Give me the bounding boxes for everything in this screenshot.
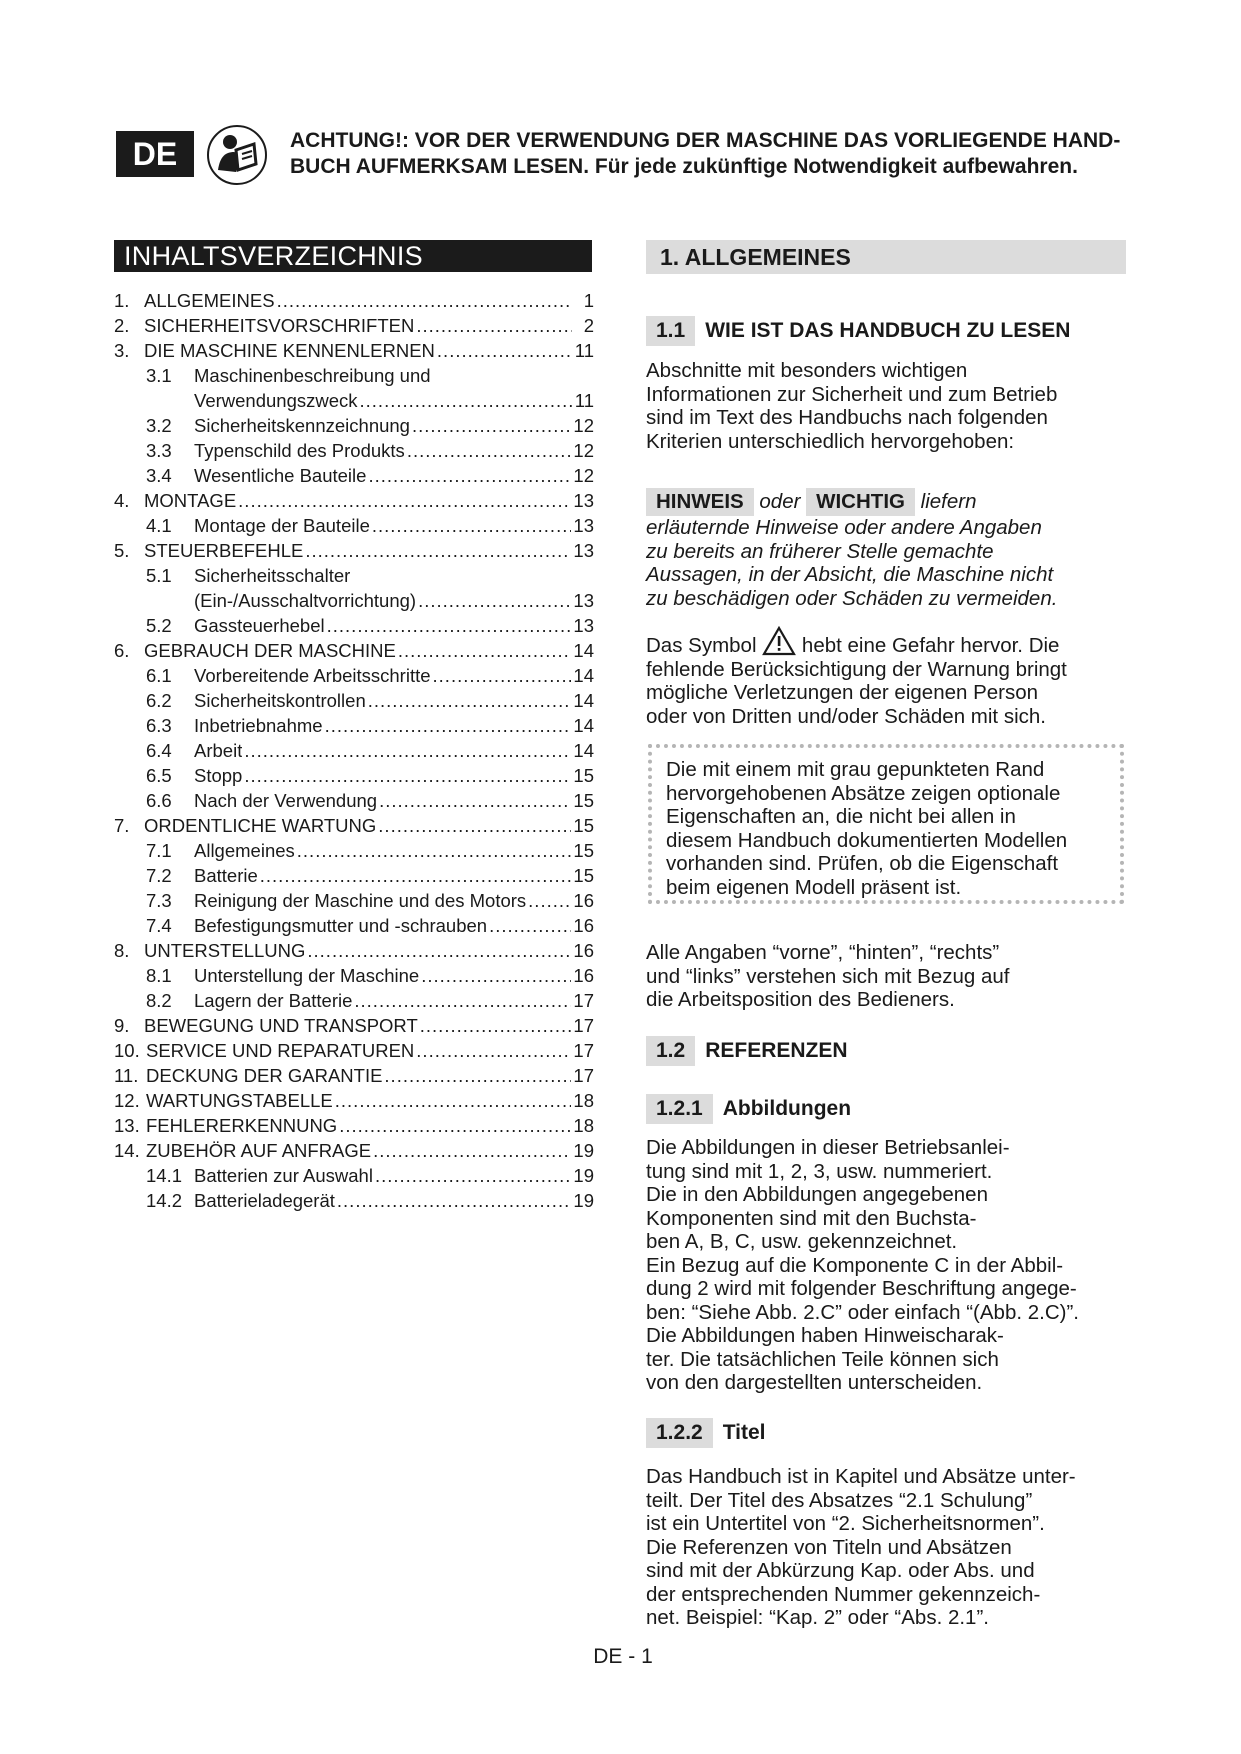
toc-entry-page: 15 [573, 865, 594, 886]
toc-dot-leader [416, 1038, 571, 1063]
toc-entry-page: 1 [583, 290, 594, 311]
toc-entry [114, 763, 594, 788]
toc-entry-title: Wesentliche Bauteile [194, 465, 367, 486]
paragraph-intro: Abschnitte mit besonders wichtigen Informationen zur Sicherheit und zum Betrieb sind im Text des Handbuchs nach folgenden Kriterien unterschiedlich hervorgehoben: [646, 359, 1058, 453]
toc-entry-number: 2. [114, 315, 130, 336]
toc-dot-leader [384, 1063, 571, 1088]
toc-entry [114, 813, 594, 838]
toc-entry-page: 16 [573, 915, 594, 936]
paragraph-notes: HINWEIS oder WICHTIG liefern erläuternde Hinweise oder andere Angaben zu bereits an früherer Stelle gemachte Aussagen, in der Absicht, die Maschine nicht zu beschädigen oder Schäden zu vermeiden. [646, 490, 1058, 610]
toc-entry-title: Unterstellung der Maschine [194, 965, 420, 986]
toc-dot-leader [277, 288, 572, 313]
toc-entry [114, 1188, 594, 1213]
subsection-number: 1.2 [646, 1036, 695, 1066]
warning-triangle-icon [762, 626, 796, 656]
toc-entry-page: 14 [573, 715, 594, 736]
toc-dot-leader [368, 688, 572, 713]
subsection-1-2-1-heading [646, 1094, 851, 1124]
toc-entry [114, 1113, 594, 1138]
toc-entry-page: 12 [573, 465, 594, 486]
toc-entry-title: WARTUNGSTABELLE [146, 1090, 333, 1111]
subsection-number: 1.2.2 [646, 1418, 713, 1448]
toc-entry-title: Reinigung der Maschine und des Motors [194, 890, 527, 911]
toc-entry-number: 7.1 [146, 840, 172, 861]
toc-entry-page: 15 [573, 840, 594, 861]
toc-entry-title: DIE MASCHINE KENNENLERNEN [144, 340, 435, 361]
paragraph-directions: Alle Angaben “vorne”, “hinten”, “rechts” und “links” verstehen sich mit Bezug auf die Arbeitsposition des Bedieners. [646, 941, 1010, 1011]
page-number: DE - 1 [593, 1645, 653, 1668]
toc-entry-title: STEUERBEFEHLE [144, 540, 304, 561]
toc-entry [114, 588, 594, 613]
toc-entry-title: Nach der Verwendung [194, 790, 378, 811]
toc-entry-page: 19 [573, 1140, 594, 1161]
toc-entry-number: 11. [114, 1065, 139, 1086]
toc-entry [114, 488, 594, 513]
toc-dot-leader [307, 938, 571, 963]
warning-text: ACHTUNG!: VOR DER VERWENDUNG DER MASCHINE DAS VORLIEGENDE HAND- BUCH AUFMERKSAM LESEN. Für jede zukünftige Notwendigkeit aufbewahren. [290, 129, 1121, 178]
toc-entry-title: Batterie [194, 865, 258, 886]
toc-title: INHALTSVERZEICHNIS [114, 240, 592, 272]
toc-entry [114, 413, 594, 438]
toc-entry-number: 7.4 [146, 915, 172, 936]
toc-entry-page: 17 [573, 1065, 594, 1086]
subsection-number: 1.2.1 [646, 1094, 713, 1124]
toc-dot-leader [305, 538, 571, 563]
subsection-1-1-heading [646, 316, 1070, 346]
toc-entry [114, 713, 594, 738]
toc-dot-leader [412, 413, 571, 438]
toc-dot-leader [297, 838, 572, 863]
toc-entry-title: Batterien zur Auswahl [194, 1165, 373, 1186]
toc-entry-title: Lagern der Batterie [194, 990, 353, 1011]
toc-entry-number: 14.2 [146, 1190, 183, 1211]
toc-entry-page: 16 [573, 890, 594, 911]
subsection-number: 1.1 [646, 316, 695, 346]
language-badge: DE [116, 131, 194, 177]
toc-entry-title: Sicherheitskennzeichnung [194, 415, 410, 436]
toc-entry-number: 6.2 [146, 690, 172, 711]
hinweis-tag: HINWEIS [646, 488, 754, 516]
toc-entry-page: 13 [573, 615, 594, 636]
toc-entry-number: 4.1 [146, 515, 172, 536]
toc-entry [114, 288, 594, 313]
toc-entry [114, 563, 594, 588]
toc-entry-page: 18 [573, 1090, 594, 1111]
toc-entry-title: Batterieladegerät [194, 1190, 335, 1211]
toc-entry-number: 1. [114, 290, 130, 311]
toc-entry-title: ZUBEHÖR AUF ANFRAGE [146, 1140, 372, 1161]
subsection-title: REFERENZEN [705, 1039, 848, 1062]
toc-dot-leader [378, 813, 571, 838]
toc-dot-leader [327, 613, 572, 638]
toc-entry-page: 14 [573, 690, 594, 711]
toc-entry-number: 6.4 [146, 740, 172, 761]
toc-entry-page: 11 [574, 390, 594, 411]
toc-dot-leader [420, 1013, 572, 1038]
section-title: 1. ALLGEMEINES [646, 240, 1126, 274]
toc-entry-number: 9. [114, 1015, 130, 1036]
toc-entry-title: BEWEGUNG UND TRANSPORT [144, 1015, 418, 1036]
toc-entry-title: Stopp [194, 765, 243, 786]
subsection-title: Abbildungen [722, 1097, 852, 1120]
toc-entry [114, 788, 594, 813]
toc-entry-title: Sicherheitskontrollen [194, 690, 366, 711]
toc-dot-leader [372, 513, 572, 538]
paragraph-titles: Das Handbuch ist in Kapitel und Absätze unter- teilt. Der Titel des Absatzes “2.1 Schulung” ist ein Untertitel von “2. Sicherheitsnormen”. Die Referenzen von Titeln und Absätzen sind mit der Abkürzung Kap. oder Abs. und der entsprechenden Nummer gekennzeich- net. Beispiel: “Kap. 2” oder “Abs. 2.1”. [646, 1465, 1076, 1629]
toc-entry-title: (Ein-/Ausschaltvorrichtung) [194, 590, 417, 611]
toc-dot-leader [360, 388, 572, 413]
toc-entry-title: Vorbereitende Arbeitsschritte [194, 665, 431, 686]
toc-entry [114, 863, 594, 888]
toc-entry [114, 738, 594, 763]
toc-entry [114, 438, 594, 463]
toc-entry-page: 17 [573, 1015, 594, 1036]
toc-entry-title: Sicherheitsschalter [194, 565, 351, 586]
toc-entry-page: 18 [573, 1115, 594, 1136]
toc-entry-number: 13. [114, 1115, 140, 1136]
toc-entry [114, 663, 594, 688]
toc-dot-leader [407, 438, 572, 463]
toc-entry [114, 838, 594, 863]
toc-entry-page: 15 [573, 815, 594, 836]
toc-entry-number: 12. [114, 1090, 140, 1111]
toc-entry-title: GEBRAUCH DER MASCHINE [144, 640, 396, 661]
toc-entry-page: 19 [573, 1165, 594, 1186]
toc-entry-page: 14 [573, 740, 594, 761]
toc-entry [114, 638, 594, 663]
toc-entry-number: 8.2 [146, 990, 172, 1011]
toc-dot-leader [368, 463, 571, 488]
toc-dot-leader [337, 1188, 572, 1213]
toc-entry-title: SERVICE UND REPARATUREN [146, 1040, 415, 1061]
toc-dot-leader [416, 313, 572, 338]
toc-entry-title: ORDENTLICHE WARTUNG [144, 815, 377, 836]
toc-entry [114, 363, 594, 388]
subsection-1-2-2-heading [646, 1418, 766, 1448]
toc-entry-page: 2 [583, 315, 594, 336]
toc-entry-number: 3.2 [146, 415, 172, 436]
toc-entry-page: 16 [573, 940, 594, 961]
toc-entry-page: 13 [573, 590, 594, 611]
toc-entry-title: Allgemeines [194, 840, 295, 861]
toc-dot-leader [335, 1088, 572, 1113]
toc-entry [114, 1013, 594, 1038]
toc-entry-number: 6.5 [146, 765, 172, 786]
toc-entry [114, 1063, 594, 1088]
subsection-1-2-heading [646, 1036, 848, 1066]
toc-entry-title: DECKUNG DER GARANTIE [146, 1065, 383, 1086]
toc-entry-page: 14 [573, 665, 594, 686]
toc-entry-number: 8.1 [146, 965, 172, 986]
toc-entry [114, 1163, 594, 1188]
toc-entry-page: 16 [573, 965, 594, 986]
toc-dot-leader [489, 913, 571, 938]
toc-entry [114, 938, 594, 963]
toc-entry-title: Maschinenbeschreibung und [194, 365, 431, 386]
toc-dot-leader [244, 738, 571, 763]
paragraph-figures: Die Abbildungen in dieser Betriebsanlei- tung sind mit 1, 2, 3, usw. nummeriert. Die in den Abbildungen angegebenen Komponenten sind mit den Buchsta- ben A, B, C, usw. gekennzeichnet. Ein Bezug auf die Komponente C in der Abbil- dung 2 wird mit folgender Beschriftung angege- ben: “Siehe Abb. 2.C” oder einfach “(Abb. 2.C)”. Die Abbildungen haben Hinweischarak- ter. Die tatsächlichen Teile können sich von den dargestellten unterscheiden. [646, 1136, 1080, 1394]
toc-entry-page: 13 [573, 515, 594, 536]
subsection-title: WIE IST DAS HANDBUCH ZU LESEN [705, 319, 1071, 342]
toc-dot-leader [325, 713, 572, 738]
toc-entry-title: Verwendungszweck [194, 390, 358, 411]
toc-dot-leader [244, 763, 571, 788]
toc-entry-page: 15 [573, 790, 594, 811]
toc-dot-leader [375, 1163, 571, 1188]
toc-entry-page: 13 [573, 540, 594, 561]
toc-entry-page: 14 [573, 640, 594, 661]
toc-entry-number: 8. [114, 940, 130, 961]
toc-entry [114, 888, 594, 913]
toc-entry-title: Arbeit [194, 740, 243, 761]
toc-entry [114, 613, 594, 638]
toc-dot-leader [238, 488, 571, 513]
toc-entry [114, 913, 594, 938]
toc-entry-page: 11 [574, 340, 594, 361]
toc-entry-number: 10. [114, 1040, 140, 1061]
toc-entry-title: Montage der Bauteile [194, 515, 370, 536]
table-of-contents [114, 288, 594, 1213]
toc-entry [114, 1088, 594, 1113]
toc-entry [114, 988, 594, 1013]
toc-entry-page: 12 [573, 440, 594, 461]
toc-entry-number: 7.3 [146, 890, 172, 911]
toc-entry [114, 338, 594, 363]
toc-dot-leader [421, 963, 571, 988]
toc-entry-number: 6.6 [146, 790, 172, 811]
toc-dot-leader [354, 988, 571, 1013]
toc-dot-leader [528, 888, 571, 913]
toc-dot-leader [418, 588, 571, 613]
toc-entry [114, 388, 594, 413]
toc-entry-page: 12 [573, 415, 594, 436]
toc-entry [114, 1038, 594, 1063]
toc-dot-leader [373, 1138, 571, 1163]
toc-entry-number: 5.1 [146, 565, 172, 586]
toc-entry-number: 14.1 [146, 1165, 183, 1186]
toc-entry-number: 6.3 [146, 715, 172, 736]
toc-entry-number: 3.1 [146, 365, 172, 386]
toc-entry-number: 5.2 [146, 615, 172, 636]
toc-entry-page: 15 [573, 765, 594, 786]
toc-dot-leader [433, 663, 572, 688]
toc-entry-title: UNTERSTELLUNG [144, 940, 306, 961]
toc-dot-leader [260, 863, 572, 888]
toc-entry [114, 513, 594, 538]
toc-entry-page: 17 [573, 1040, 594, 1061]
toc-entry-title: Inbetriebnahme [194, 715, 323, 736]
toc-entry-number: 7. [114, 815, 130, 836]
paragraph-symbol: Das Symbol hebt eine Gefahr hervor. Die fehlende Berücksichtigung der Warnung bringt mögliche Verletzungen der eigenen Person oder von Dritten und/oder Schäden mit sich. [646, 626, 1136, 728]
toc-entry [114, 1138, 594, 1163]
toc-entry-title: FEHLERERKENNUNG [146, 1115, 338, 1136]
toc-entry-page: 13 [573, 490, 594, 511]
toc-dot-leader [437, 338, 572, 363]
toc-entry-number: 6. [114, 640, 130, 661]
toc-entry-title: Typenschild des Produkts [194, 440, 405, 461]
toc-entry-page: 19 [573, 1190, 594, 1211]
toc-entry-number: 6.1 [146, 665, 172, 686]
toc-entry-title: SICHERHEITSVORSCHRIFTEN [144, 315, 415, 336]
toc-entry [114, 463, 594, 488]
subsection-title: Titel [722, 1421, 766, 1444]
optional-features-box: Die mit einem mit grau gepunkteten Rand hervorgehobenen Absätze zeigen optionale Eigenschaften an, die nicht bei allen in diesem Handbuch dokumentierten Modellen vorhanden sind. Prüfen, ob die Eigenschaft beim eigenen Modell präsent ist. [648, 744, 1124, 904]
toc-entry [114, 688, 594, 713]
toc-entry [114, 313, 594, 338]
toc-entry-title: ALLGEMEINES [144, 290, 275, 311]
toc-entry-number: 3. [114, 340, 130, 361]
reader-manual-icon [206, 124, 268, 186]
toc-entry [114, 538, 594, 563]
toc-entry-number: 3.3 [146, 440, 172, 461]
toc-entry-number: 5. [114, 540, 130, 561]
wichtig-tag: WICHTIG [806, 488, 915, 516]
toc-entry [114, 963, 594, 988]
toc-dot-leader [379, 788, 571, 813]
toc-dot-leader [339, 1113, 571, 1138]
toc-entry-number: 3.4 [146, 465, 172, 486]
toc-entry-title: Befestigungsmutter und -schrauben [194, 915, 488, 936]
toc-entry-number: 4. [114, 490, 130, 511]
toc-entry-number: 7.2 [146, 865, 172, 886]
toc-entry-title: Gassteuerhebel [194, 615, 325, 636]
toc-entry-number: 14. [114, 1140, 140, 1161]
toc-entry-page: 17 [573, 990, 594, 1011]
toc-entry-title: MONTAGE [144, 490, 237, 511]
toc-dot-leader [398, 638, 572, 663]
